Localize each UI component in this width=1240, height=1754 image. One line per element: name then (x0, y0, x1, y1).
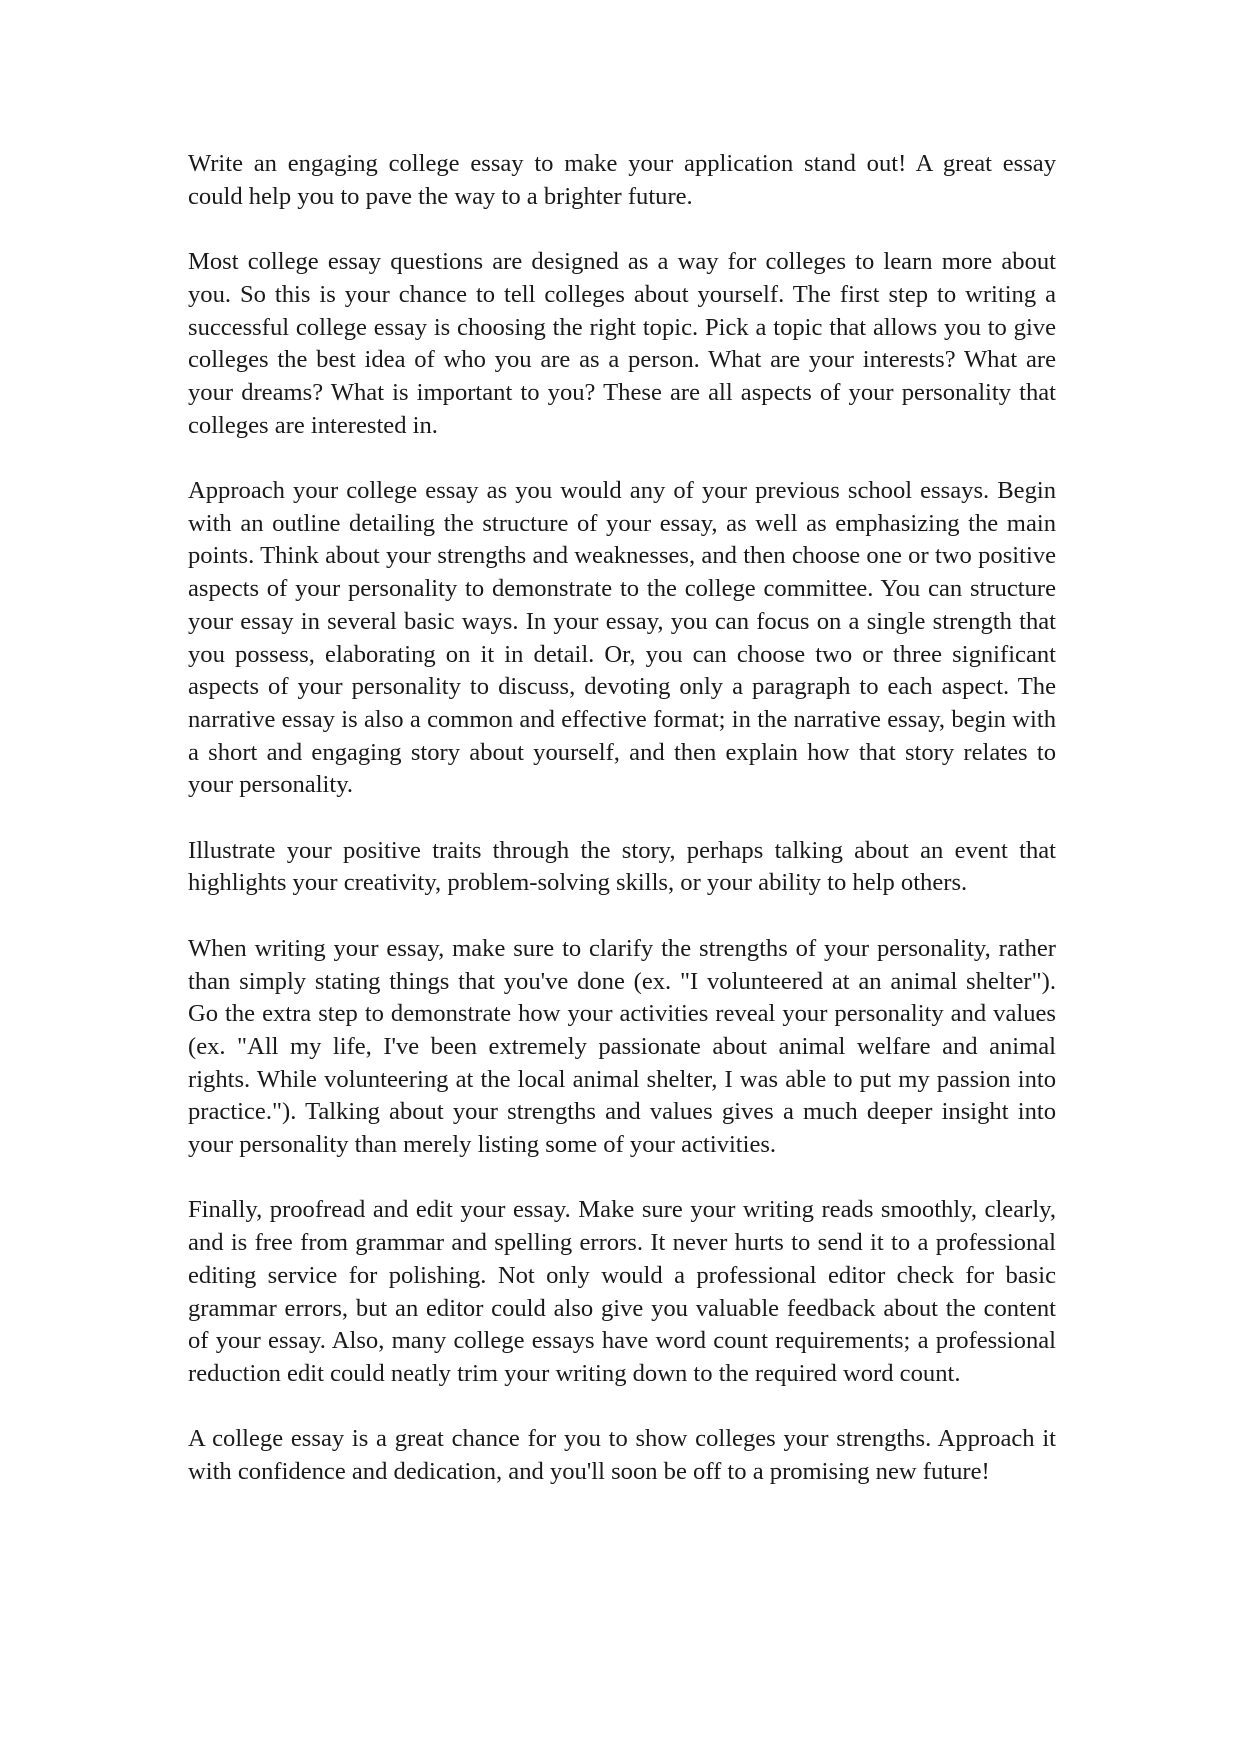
paragraph-conclusion: A college essay is a great chance for you to show colleges your strengths. Approach it with confidence and dedication, and you'll soon be off to a promising new future! (188, 1425, 1056, 1486)
paragraph-intro: Write an engaging college essay to make your application stand out! A great essay could help you to pave the way to a brighter future. (188, 150, 1056, 210)
paragraph-questions: Most college essay questions are designed as a way for colleges to learn more about you. So this is your chance to tell colleges about yourself. The first step to writing a successful college essay is choosing the right topic. Pick a topic that allows you to give colleges the best idea of who you are as a person. What are your interests? What are your dreams? What is important to you? These are all aspects of your personality that colleges are interested in. (188, 248, 1056, 439)
paragraph-proofread: Finally, proofread and edit your essay. Make sure your writing reads smoothly, clearly, and is free from grammar and spelling errors. It never hurts to send it to a professional editing service for polishing. Not only would a professional editor check for basic grammar errors, but an editor could also give you valuable feedback about the content of your essay. Also, many college essays have word count requirements; a professional reduction edit could neatly trim your writing down to the required word count. (188, 1196, 1056, 1387)
paragraph-clarify: When writing your essay, make sure to clarify the strengths of your personality, rather than simply stating things that you've done (ex. "I volunteered at an animal shelter"). Go the extra step to demonstrate how your activities reveal your personality and values (ex. "All my life, I've been extremely passionate about animal welfare and animal rights. While volunteering at the local animal shelter, I was able to put my passion into practice."). Talking about your strengths and values gives a much deeper insight into your personality than merely listing some of your activities. (188, 934, 1056, 1159)
essay-body (188, 148, 1056, 1489)
paragraph-approach: Approach your college essay as you would any of your previous school essays. Begin with an outline detailing the structure of your essay, as well as emphasizing the main points. Think about your strengths and weaknesses, and then choose one or two positive aspects of your personality to demonstrate to the college committee. You can structure your essay in several basic ways. In your essay, you can focus on a single strength that you possess, elaborating on it in detail. Or, you can choose two or three significant aspects of your personality to discuss, devoting only a paragraph to each aspect. The narrative essay is also a common and effective format; in the narrative essay, begin with a short and engaging story about yourself, and then explain how that story relates to your personality. (188, 477, 1056, 799)
paragraph-illustrate: Illustrate your positive traits through the story, perhaps talking about an event that highlights your creativity, problem-solving skills, or your ability to help others. (188, 836, 1056, 897)
